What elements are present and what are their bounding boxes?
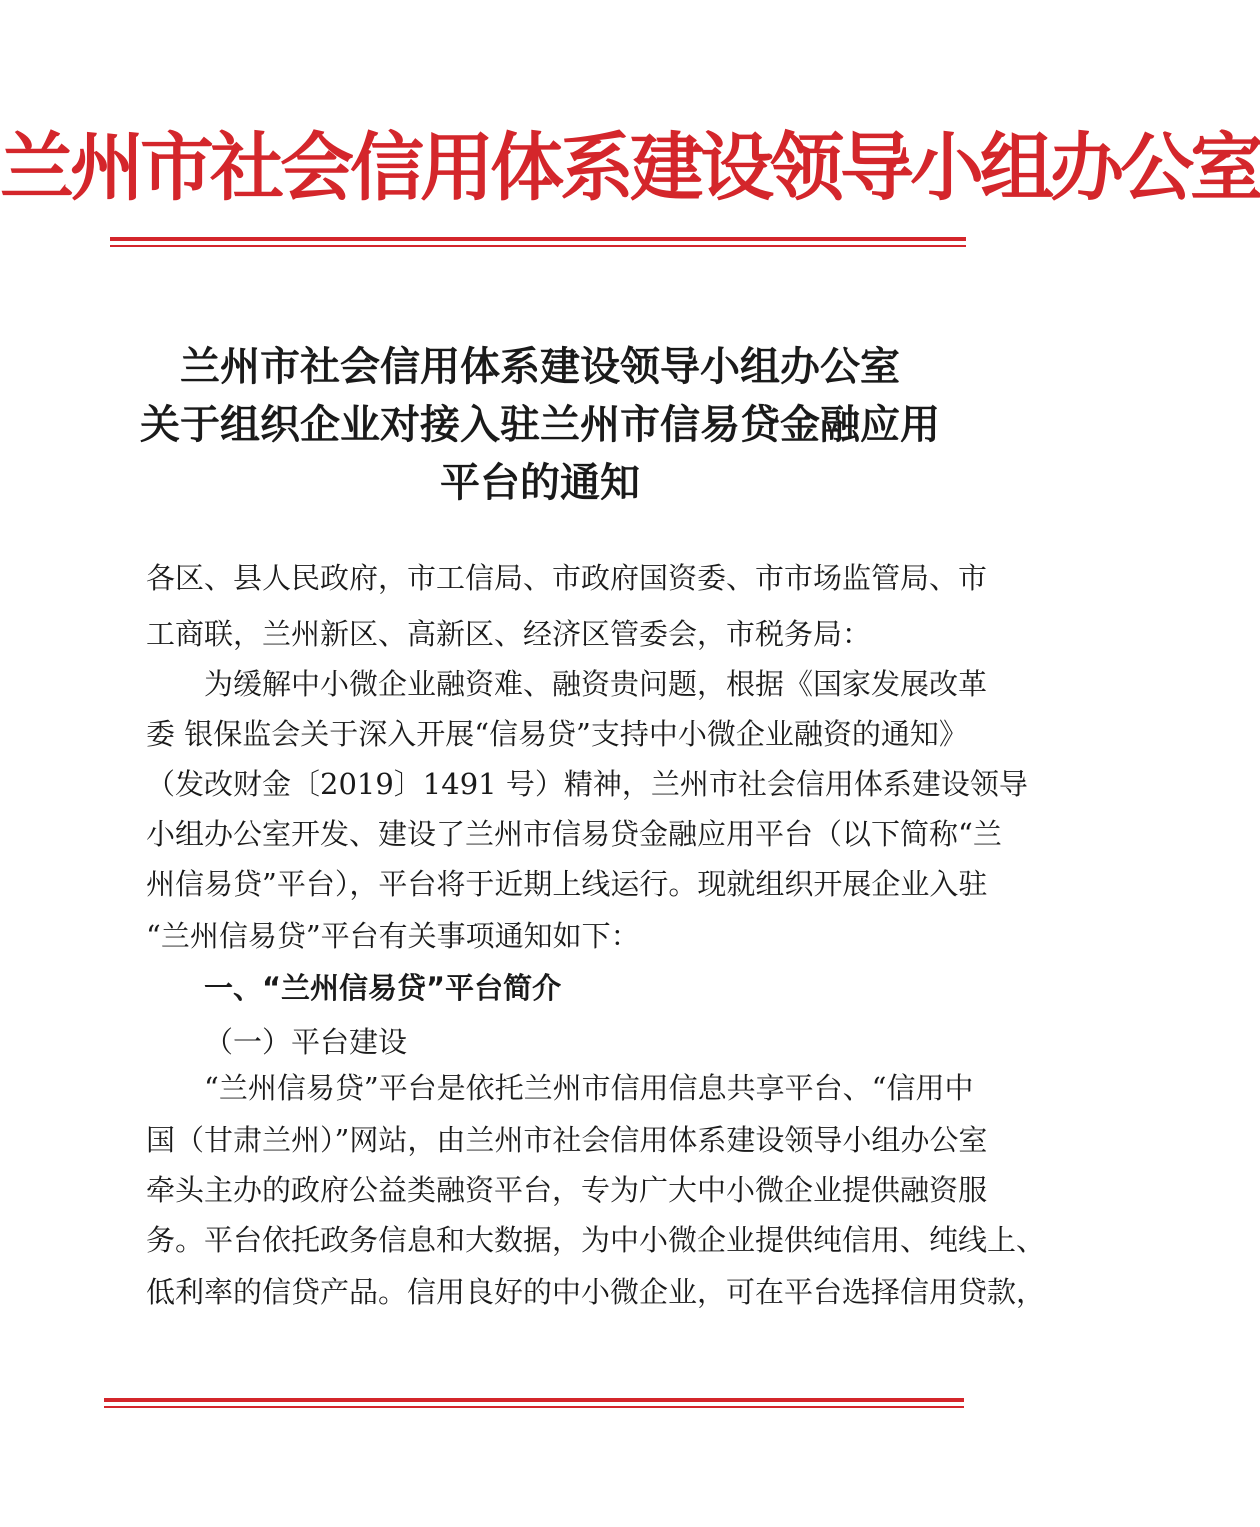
subsection-heading: （一）平台建设	[204, 1025, 408, 1059]
paragraph-line: 委 银保监会关于深入开展“信易贷”支持中小微企业融资的通知》	[146, 717, 968, 751]
paragraph-line: 小组办公室开发、建设了兰州市信易贷金融应用平台（以下简称“兰	[146, 817, 1002, 851]
paragraph-line: 低利率的信贷产品。信用良好的中小微企业，可在平台选择信用贷款，	[146, 1275, 1046, 1309]
paragraph-line: （发改财金〔2019〕1491 号）精神，兰州市社会信用体系建设领导	[146, 767, 1028, 801]
paragraph-line: 牵头主办的政府公益类融资平台，专为广大中小微企业提供融资服	[146, 1173, 988, 1207]
paragraph-line: 州信易贷”平台），平台将于近期上线运行。现就组织开展企业入驻	[146, 867, 988, 901]
footer-rule-bottom	[104, 1406, 964, 1408]
paragraph-line: 国（甘肃兰州）”网站，由兰州市社会信用体系建设领导小组办公室	[146, 1123, 988, 1157]
document-title	[0, 338, 1080, 512]
paragraph-line: 为缓解中小微企业融资难、融资贵问题，根据《国家发展改革	[204, 667, 988, 701]
paragraph-line: “兰州信易贷”平台是依托兰州市信用信息共享平台、“信用中	[204, 1071, 974, 1105]
addressee-line-1: 各区、县人民政府，市工信局、市政府国资委、市市场监管局、市	[146, 561, 988, 595]
title-line-2: 关于组织企业对接入驻兰州市信易贷金融应用	[140, 401, 940, 448]
title-line-3: 平台的通知	[440, 459, 640, 506]
footer-rule-top	[104, 1398, 964, 1402]
issuing-office-header: 兰州市社会信用体系建设领导小组办公室	[0, 125, 1260, 211]
header-rule-bottom	[110, 245, 966, 247]
paragraph-line: “兰州信易贷”平台有关事项通知如下：	[146, 919, 640, 953]
section-heading: 一、“兰州信易贷”平台简介	[204, 971, 562, 1005]
title-line-1: 兰州市社会信用体系建设领导小组办公室	[180, 343, 900, 390]
paragraph-line: 务。平台依托政务信息和大数据，为中小微企业提供纯信用、纯线上、	[146, 1223, 1046, 1257]
addressee-line-2: 工商联，兰州新区、高新区、经济区管委会，市税务局：	[146, 617, 872, 651]
header-rule-top	[110, 237, 966, 241]
